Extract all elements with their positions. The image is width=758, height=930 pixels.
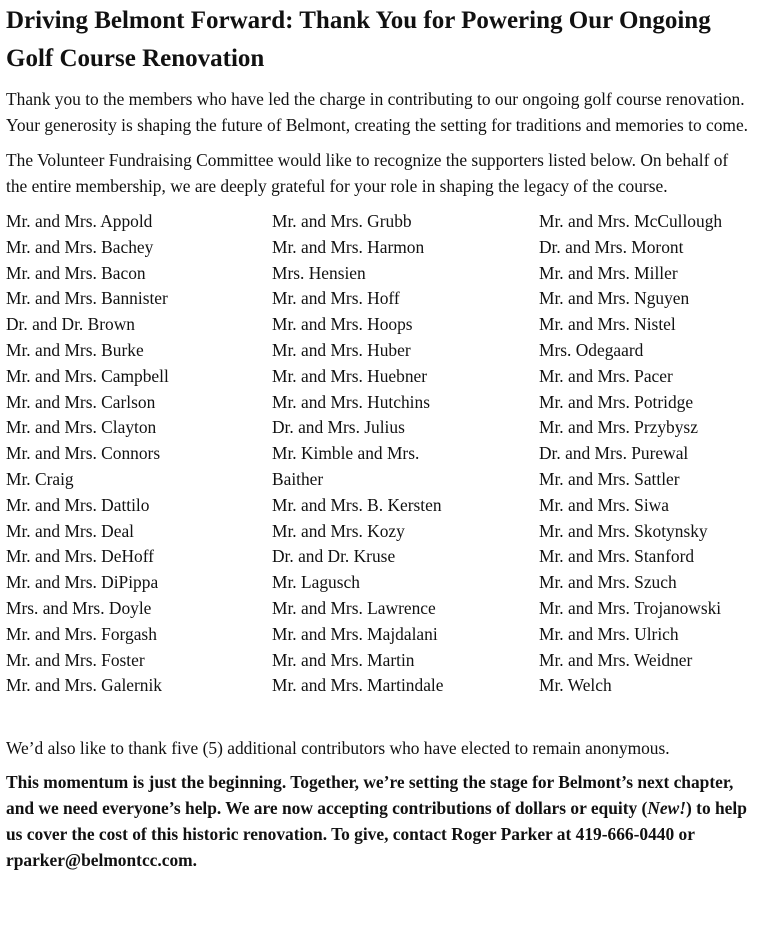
supporter-name: Mr. and Mrs. Galernik — [6, 675, 163, 696]
supporter-name: Mr. and Mrs. Weidner — [539, 649, 693, 670]
supporter-name: Mr. and Mrs. Bachey — [6, 236, 154, 257]
supporter-name: Mr. and Mrs. Pacer — [539, 365, 673, 386]
supporter-name: Mr. and Mrs. Deal — [6, 520, 134, 541]
supporter-name: Mrs. Odegaard — [539, 339, 644, 360]
supporter-name: Mr. and Mrs. Clayton — [6, 417, 157, 438]
supporter-name: Mr. and Mrs. Foster — [6, 649, 145, 670]
supporter-name: Mr. and Mrs. Siwa — [539, 494, 669, 515]
closing-text-start: This momentum is just the beginning. Together, we’re setting the stage for Belmont’s next chapter, and we need everyone’s help. We are now accepting contributions of dollars or equity ( — [6, 772, 734, 819]
supporter-name: Mr. and Mrs. Ulrich — [539, 623, 679, 644]
supporter-name: Mr. and Mrs. Trojanowski — [539, 597, 722, 618]
supporter-name: Mr. and Mrs. Hutchins — [272, 391, 430, 412]
supporter-name: Dr. and Mrs. Moront — [539, 236, 684, 257]
supporter-name: Mr. and Mrs. Skotynsky — [539, 520, 708, 541]
supporter-name: Mr. and Mrs. B. Kersten — [272, 494, 442, 515]
supporter-name: Mr. and Mrs. Huebner — [272, 365, 428, 386]
page-title: Driving Belmont Forward: Thank You for Powering Our Ongoing Golf Course Renovation — [6, 7, 711, 72]
supporter-name: Mr. and Mrs. Hoops — [272, 314, 413, 335]
supporters-column-3 — [539, 209, 758, 699]
closing-new-emphasis: New! — [647, 798, 687, 819]
supporters-list — [6, 209, 752, 699]
supporter-name: Mr. and Mrs. Harmon — [272, 236, 425, 257]
supporter-name: Mr. and Mrs. Forgash — [6, 623, 157, 644]
supporter-name: Mr. and Mrs. Lawrence — [272, 597, 436, 618]
supporter-name: Mrs. Hensien — [272, 262, 366, 283]
supporters-column-2 — [272, 209, 539, 699]
supporter-name: Mr. and Mrs. Martin — [272, 649, 415, 670]
supporter-name: Mr. and Mrs. Stanford — [539, 546, 695, 567]
supporter-name: Mr. and Mrs. Huber — [272, 339, 411, 360]
supporter-name: Mr. and Mrs. DeHoff — [6, 546, 154, 567]
supporter-name: Mr. and Mrs. Grubb — [272, 211, 412, 231]
supporter-name: Mr. and Mrs. Sattler — [539, 468, 680, 489]
supporter-name: Mr. Craig — [6, 468, 74, 489]
supporter-name: Mr. and Mrs. Przybysz — [539, 417, 698, 438]
closing-text-end: ) to help us cover the cost of this historic renovation. To give, contact Roger Parker at 419-666-0440 or rparker@belmontcc.com. — [6, 798, 747, 871]
closing-paragraph — [6, 769, 752, 873]
supporter-name: Mr. and Mrs. Hoff — [272, 288, 400, 309]
supporter-name: Dr. and Dr. Brown — [6, 314, 135, 335]
supporter-name: Mr. and Mrs. Carlson — [6, 391, 156, 412]
supporter-name: Mr. and Mrs. Potridge — [539, 391, 694, 412]
supporter-name: Mr. and Mrs. Campbell — [6, 365, 169, 386]
supporter-name: Mr. and Mrs. Szuch — [539, 572, 677, 593]
anonymous-note: We’d also like to thank five (5) additional contributors who have elected to remain anonymous. — [6, 738, 670, 759]
supporter-name: Mr. and Mrs. DiPippa — [6, 572, 159, 593]
supporter-name: Mr. and Mrs. Appold — [6, 211, 153, 231]
supporter-name: Mr. and Mrs. Nguyen — [539, 288, 690, 309]
supporter-name: Mr. and Mrs. Majdalani — [272, 623, 438, 644]
supporter-name: Mr. and Mrs. Dattilo — [6, 494, 150, 515]
supporters-column-1 — [6, 209, 272, 699]
supporter-name: Dr. and Mrs. Julius — [272, 417, 405, 438]
supporter-name: Mr. Welch — [539, 675, 612, 696]
supporter-name: Dr. and Mrs. Purewal — [539, 443, 689, 464]
supporter-name: Mr. and Mrs. Burke — [6, 339, 144, 360]
supporter-name: Mr. and Mrs. Bannister — [6, 288, 168, 309]
supporter-name: Mr. and Mrs. Miller — [539, 262, 678, 283]
supporter-name: Mr. and Mrs. Martindale — [272, 675, 444, 696]
intro-paragraph: Thank you to the members who have led the charge in contributing to our ongoing golf course renovation. Your generosity is shaping the future of Belmont, creating the setting for traditions and memories to come. — [6, 89, 749, 135]
recognition-paragraph: The Volunteer Fundraising Committee would like to recognize the supporters listed below. On behalf of the entire membership, we are deeply grateful for your role in shaping the legacy of the course. — [6, 150, 729, 196]
supporter-name: Dr. and Dr. Kruse — [272, 546, 396, 567]
supporter-name: Mr. and Mrs. Nistel — [539, 314, 676, 335]
supporter-name: Mrs. and Mrs. Doyle — [6, 597, 152, 618]
supporter-name: Mr. and Mrs. Bacon — [6, 262, 146, 283]
supporter-name: Mr. Lagusch — [272, 572, 360, 593]
supporter-name: Mr. and Mrs. Connors — [6, 443, 161, 464]
supporter-name: Mr. and Mrs. Kozy — [272, 520, 405, 541]
supporter-name: Mr. Kimble and Mrs. Baither — [272, 443, 420, 489]
supporter-name: Mr. and Mrs. McCullough — [539, 211, 723, 231]
